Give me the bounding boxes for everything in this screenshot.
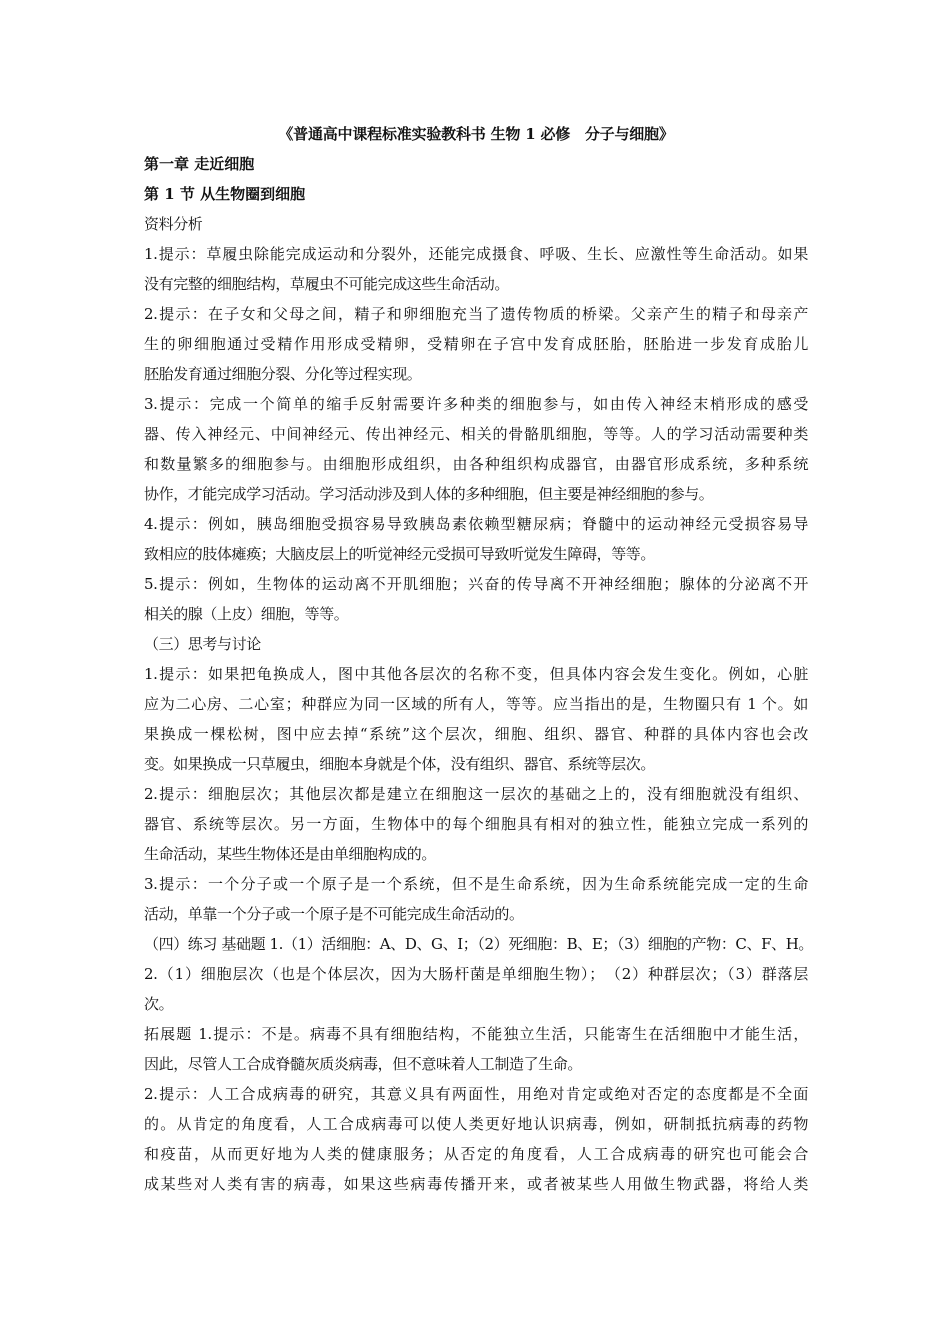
text-line: （四）练习 基础题 1.（1）活细胞：A、D、G、I；（2）死细胞：B、E；（3）细胞的产物：C、F、H。 bbox=[144, 935, 813, 953]
text-line: 成某些对人类有害的病毒，如果这些病毒传播开来，或者被某些人用做生物武器，将给人类 bbox=[144, 1175, 808, 1193]
text-line: 3.提示：完成一个简单的缩手反射需要许多种类的细胞参与，如由传入神经末梢形成的感受 bbox=[144, 395, 808, 413]
text-line: 果换成一棵松树，图中应去掉“系统”这个层次，细胞、组织、器官、种群的具体内容也会改 bbox=[144, 725, 808, 743]
text-line: 变。如果换成一只草履虫，细胞本身就是个体，没有组织、器官、系统等层次。 bbox=[144, 755, 656, 773]
document-title: 《普通高中课程标准实验教科书 生物 1 必修 分子与细胞》 bbox=[278, 125, 674, 143]
text-line: 1.提示：如果把龟换成人，图中其他各层次的名称不变，但具体内容会发生变化。例如，心脏 bbox=[144, 665, 808, 683]
text-line: 因此，尽管人工合成脊髓灰质炎病毒，但不意味着人工制造了生命。 bbox=[144, 1055, 583, 1073]
text-line: 致相应的肢体瘫痪；大脑皮层上的听觉神经元受损可导致听觉发生障碍，等等。 bbox=[144, 545, 656, 563]
materials-answers bbox=[144, 239, 808, 629]
answer-paragraph bbox=[144, 509, 808, 569]
text-line: 2.（1）细胞层次（也是个体层次，因为大肠杆菌是单细胞生物）； （2）种群层次；（3）群落层 bbox=[144, 965, 808, 983]
answer-paragraph bbox=[144, 779, 808, 869]
answer-paragraph bbox=[144, 239, 808, 299]
answer-paragraph bbox=[144, 659, 808, 779]
answer-paragraph bbox=[144, 299, 808, 389]
text-line: 1.提示：草履虫除能完成运动和分裂外，还能完成摄食、呼吸、生长、应激性等生命活动。如果 bbox=[144, 245, 808, 263]
text-line: 和数量繁多的细胞参与。由细胞形成组织，由各种组织构成器官，由器官形成系统，多种系统 bbox=[144, 455, 808, 473]
text-line: 胚胎发育通过细胞分裂、分化等过程实现。 bbox=[144, 365, 422, 383]
answer-paragraph bbox=[144, 929, 813, 1019]
text-line: 2.提示：人工合成病毒的研究，其意义具有两面性，用绝对肯定或绝对否定的态度都是不全面 bbox=[144, 1085, 808, 1103]
document-page bbox=[144, 119, 813, 1199]
text-line: 没有完整的细胞结构，草履虫不可能完成这些生命活动。 bbox=[144, 275, 510, 293]
text-line: 次。 bbox=[144, 995, 174, 1013]
answer-paragraph bbox=[144, 1079, 808, 1199]
text-line: 器官、系统等层次。另一方面，生物体中的每个细胞具有相对的独立性，能独立完成一系列的 bbox=[144, 815, 808, 833]
text-line: 器、传入神经元、中间神经元、传出神经元、相关的骨骼肌细胞，等等。人的学习活动需要种类 bbox=[144, 425, 808, 443]
text-line: 协作，才能完成学习活动。学习活动涉及到人体的多种细胞，但主要是神经细胞的参与。 bbox=[144, 485, 714, 503]
text-line: 拓展题 1.提示：不是。病毒不具有细胞结构，不能独立生活，只能寄生在活细胞中才能生活， bbox=[144, 1025, 808, 1043]
text-line: 的。从肯定的角度看，人工合成病毒可以使人类更好地认识病毒，例如，研制抵抗病毒的药物 bbox=[144, 1115, 808, 1133]
text-line: 相关的腺（上皮）细胞，等等。 bbox=[144, 605, 349, 623]
text-line: 5.提示：例如，生物体的运动离不开肌细胞；兴奋的传导离不开神经细胞；腺体的分泌离不开 bbox=[144, 575, 808, 593]
text-line: 4.提示：例如，胰岛细胞受损容易导致胰岛素依赖型糖尿病；脊髓中的运动神经元受损容易导 bbox=[144, 515, 808, 533]
text-line: 应为二心房、二心室；种群应为同一区域的所有人，等等。应当指出的是，生物圈只有 1 个。如 bbox=[144, 695, 808, 713]
text-line: 和疫苗，从而更好地为人类的健康服务；从否定的角度看，人工合成病毒的研究也可能会合 bbox=[144, 1145, 808, 1163]
answer-paragraph bbox=[144, 389, 808, 509]
answer-paragraph bbox=[144, 569, 808, 629]
text-line: 2.提示：细胞层次；其他层次都是建立在细胞这一层次的基础之上的，没有细胞就没有组织、 bbox=[144, 785, 808, 803]
answer-paragraph bbox=[144, 869, 808, 929]
discussion-answers bbox=[144, 659, 808, 929]
text-line: 生命活动，某些生物体还是由单细胞构成的。 bbox=[144, 845, 437, 863]
text-line: 生的卵细胞通过受精作用形成受精卵，受精卵在子宫中发育成胚胎，胚胎进一步发育成胎儿 bbox=[144, 335, 808, 353]
section-heading: 第 1 节 从生物圈到细胞 bbox=[144, 185, 306, 203]
materials-subheading: 资料分析 bbox=[144, 215, 203, 233]
text-line: 3.提示：一个分子或一个原子是一个系统，但不是生命系统，因为生命系统能完成一定的生命 bbox=[144, 875, 808, 893]
exercise-answers bbox=[144, 929, 813, 1199]
discussion-subheading: （三）思考与讨论 bbox=[144, 635, 261, 653]
text-line: 活动，单靠一个分子或一个原子是不可能完成生命活动的。 bbox=[144, 905, 524, 923]
answer-paragraph bbox=[144, 1019, 808, 1079]
text-line: 2.提示：在子女和父母之间，精子和卵细胞充当了遗传物质的桥梁。父亲产生的精子和母亲产 bbox=[144, 305, 808, 323]
chapter-heading: 第一章 走近细胞 bbox=[144, 155, 255, 173]
